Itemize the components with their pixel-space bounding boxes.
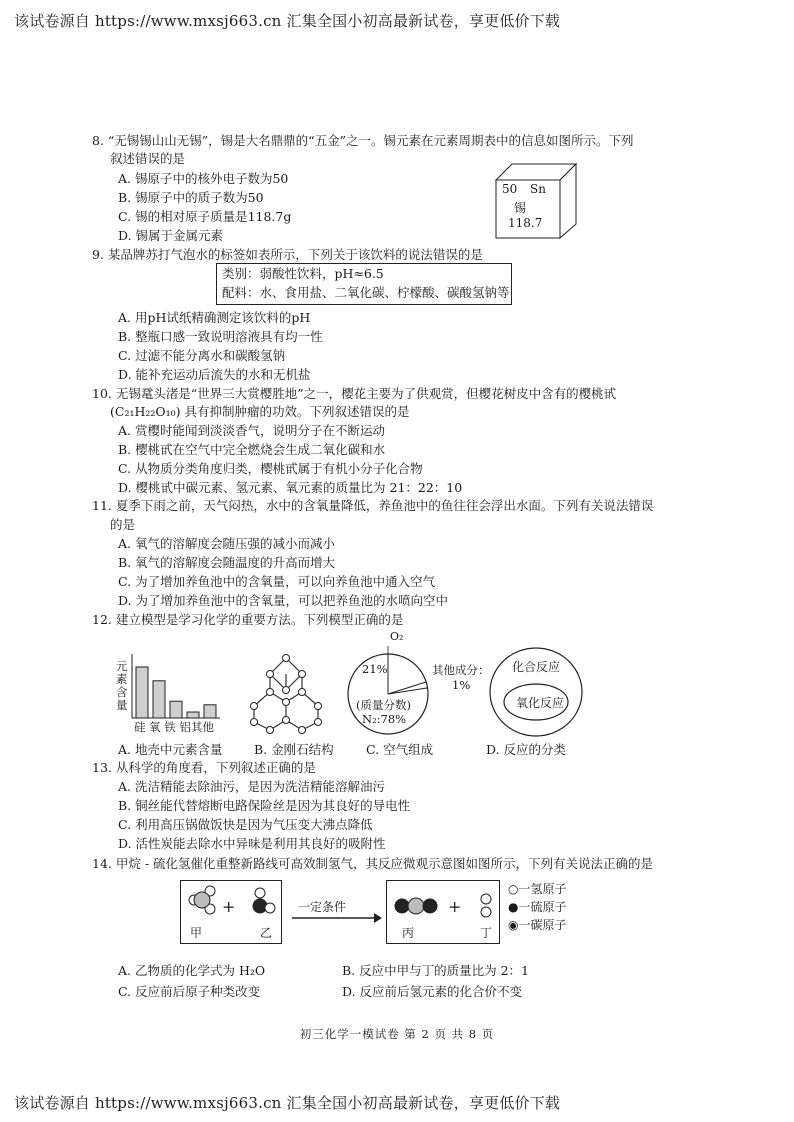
q8-stem-line1: 8. “无锡锡山山无锡”，锡是大名鼎鼎的“五金”之一。锡元素在元素周期表中的信息如图所示。下列 <box>92 133 634 148</box>
q13-option-d: D. 活性炭能去除水中异味是利用其良好的吸附性 <box>118 836 386 851</box>
page-footer: 初三化学一模试卷 第 2 页 共 8 页 <box>299 1027 495 1041</box>
pie-other-percent: 1% <box>452 678 471 692</box>
q9-option-b: B. 整瓶口感一致说明溶液具有均一性 <box>118 329 323 344</box>
plus-sign-left: + <box>222 897 236 916</box>
q13-stem: 13. 从科学的角度看，下列叙述正确的是 <box>92 760 316 775</box>
q12-caption-d: D. 反应的分类 <box>486 742 567 757</box>
q11-stem-line1: 11. 夏季下雨之前，天气闷热，水中的含氧量降低，养鱼池中的鱼往往会浮出水面。下列有关说法错误 <box>92 498 654 513</box>
q11-option-a: A. 氧气的溶解度会随压强的减小而减小 <box>118 536 335 551</box>
pie-n2-percent: N₂:78% <box>362 712 407 726</box>
q13-option-c: C. 利用高压锅做饭快是因为气压变大沸点降低 <box>118 817 373 832</box>
q13-option-a: A. 洗洁精能去除油污，是因为洗洁精能溶解油污 <box>118 779 385 794</box>
legend-carbon: ◉一碳原子 <box>508 918 567 932</box>
q12-caption-b: B. 金刚石结构 <box>254 742 334 757</box>
q11-option-b: B. 氧气的溶解度会随温度的升高而增大 <box>118 555 336 570</box>
q9-stem: 9. 某品牌苏打气泡水的标签如表所示，下列关于该饮料的说法错误的是 <box>92 247 483 262</box>
crust-element-bar-chart <box>130 652 222 720</box>
q14-stem: 14. 甲烷 - 硫化氢催化重整新路线可高效制氢气，其反应微观示意图如图所示，下列有关说法正确的是 <box>92 856 654 871</box>
q11-option-d: D. 为了增加养鱼池中的含氧量，可以把养鱼池的水喷向空中 <box>118 593 449 608</box>
q14-option-a: A. 乙物质的化学式为 H₂O <box>118 963 266 978</box>
plus-sign-right: + <box>448 897 462 916</box>
crust-bar-3 <box>187 712 199 718</box>
pie-o2-top-label: O₂ <box>390 630 404 643</box>
product-molecules <box>390 890 496 924</box>
q10-option-c: C. 从物质分类角度归类，樱桃甙属于有机小分子化合物 <box>118 461 423 476</box>
legend-hydrogen: ○一氢原子 <box>508 882 567 896</box>
q9-label-line1: 类别：弱酸性饮料，pH≈6.5 <box>222 266 384 281</box>
tin-mass: 118.7 <box>508 216 543 230</box>
pie-o2-percent: 21% <box>362 662 388 676</box>
q10-option-a: A. 赏樱时能闻到淡淡香气，说明分子在不断运动 <box>118 423 385 438</box>
venn-outer-label: 化合反应 <box>512 660 561 674</box>
pie-note: (质量分数) <box>356 698 411 712</box>
crust-bar-2 <box>170 701 182 718</box>
q8-stem-line2: 叙述错误的是 <box>110 151 186 166</box>
bar-ylabel: 元素含量 <box>116 659 128 712</box>
q9-label-line2: 配料：水、食用盐、二氧化碳、柠檬酸、碳酸氢钠等 <box>222 285 510 300</box>
reaction-arrow <box>290 912 382 924</box>
bar-xlabels: 硅 氧 铁 铝其他 <box>134 720 214 734</box>
q10-stem-line2: (C₂₁H₂₂O₁₀) 具有抑制肿瘤的功效。下列叙述错误的是 <box>110 404 410 419</box>
label-bing: 丙 <box>402 926 415 940</box>
bottom-banner: 该试卷源自 https://www.mxsj663.cn 汇集全国小初高最新试卷，享更低价下载 <box>14 1094 561 1112</box>
top-banner: 该试卷源自 https://www.mxsj663.cn 汇集全国小初高最新试卷，享更低价下载 <box>14 12 561 30</box>
q9-option-c: C. 过滤不能分离水和碳酸氢钠 <box>118 348 286 363</box>
q9-option-a: A. 用pH试纸精确测定该饮料的pH <box>118 310 311 325</box>
label-jia: 甲 <box>190 926 203 940</box>
label-yi: 乙 <box>260 926 273 940</box>
diamond-structure-diagram <box>240 650 332 736</box>
q14-option-c: C. 反应前后原子种类改变 <box>118 984 261 999</box>
q8-option-a: A. 锡原子中的核外电子数为50 <box>118 171 289 186</box>
crust-bar-0 <box>136 667 148 718</box>
q10-option-b: B. 樱桃甙在空气中完全燃烧会生成二氧化碳和水 <box>118 442 386 457</box>
crust-bar-1 <box>153 681 165 718</box>
tin-atomic-number: 50 <box>502 182 518 196</box>
q12-caption-c: C. 空气组成 <box>366 742 434 757</box>
arrow-condition: 一定条件 <box>298 900 347 914</box>
legend-sulfur: ●一硫原子 <box>508 900 567 914</box>
q9-option-d: D. 能补充运动后流失的水和无机盐 <box>118 367 311 382</box>
q10-stem-line1: 10. 无锡鼋头渚是“世界三大赏樱胜地”之一，樱花主要为了供观赏，但樱花树皮中含有的樱桃甙 <box>92 386 617 401</box>
q12-stem: 12. 建立模型是学习化学的重要方法。下列模型正确的是 <box>92 612 404 627</box>
q12-caption-a: A. 地壳中元素含量 <box>118 742 223 757</box>
q14-option-d: D. 反应前后氢元素的化合价不变 <box>342 984 523 999</box>
pie-other-label: 其他成分： <box>432 663 490 677</box>
venn-inner-label: 氧化反应 <box>516 696 565 710</box>
q8-option-b: B. 锡原子中的质子数为50 <box>118 190 264 205</box>
q13-option-b: B. 铜丝能代替熔断电路保险丝是因为其良好的导电性 <box>118 798 411 813</box>
q14-option-b: B. 反应中甲与丁的质量比为 2：1 <box>342 963 530 978</box>
tin-symbol: Sn <box>530 182 546 196</box>
label-ding: 丁 <box>480 926 493 940</box>
q11-stem-line2: 的是 <box>110 517 136 532</box>
tin-name: 锡 <box>514 201 527 215</box>
q10-option-d: D. 樱桃甙中碳元素、氢元素、氧元素的质量比为 21：22：10 <box>118 480 463 495</box>
crust-bar-4 <box>204 705 216 718</box>
q11-option-c: C. 为了增加养鱼池中的含氧量，可以向养鱼池中通入空气 <box>118 574 436 589</box>
q8-option-c: C. 锡的相对原子质量是118.7g <box>118 209 292 224</box>
q8-option-d: D. 锡属于金属元素 <box>118 228 224 243</box>
